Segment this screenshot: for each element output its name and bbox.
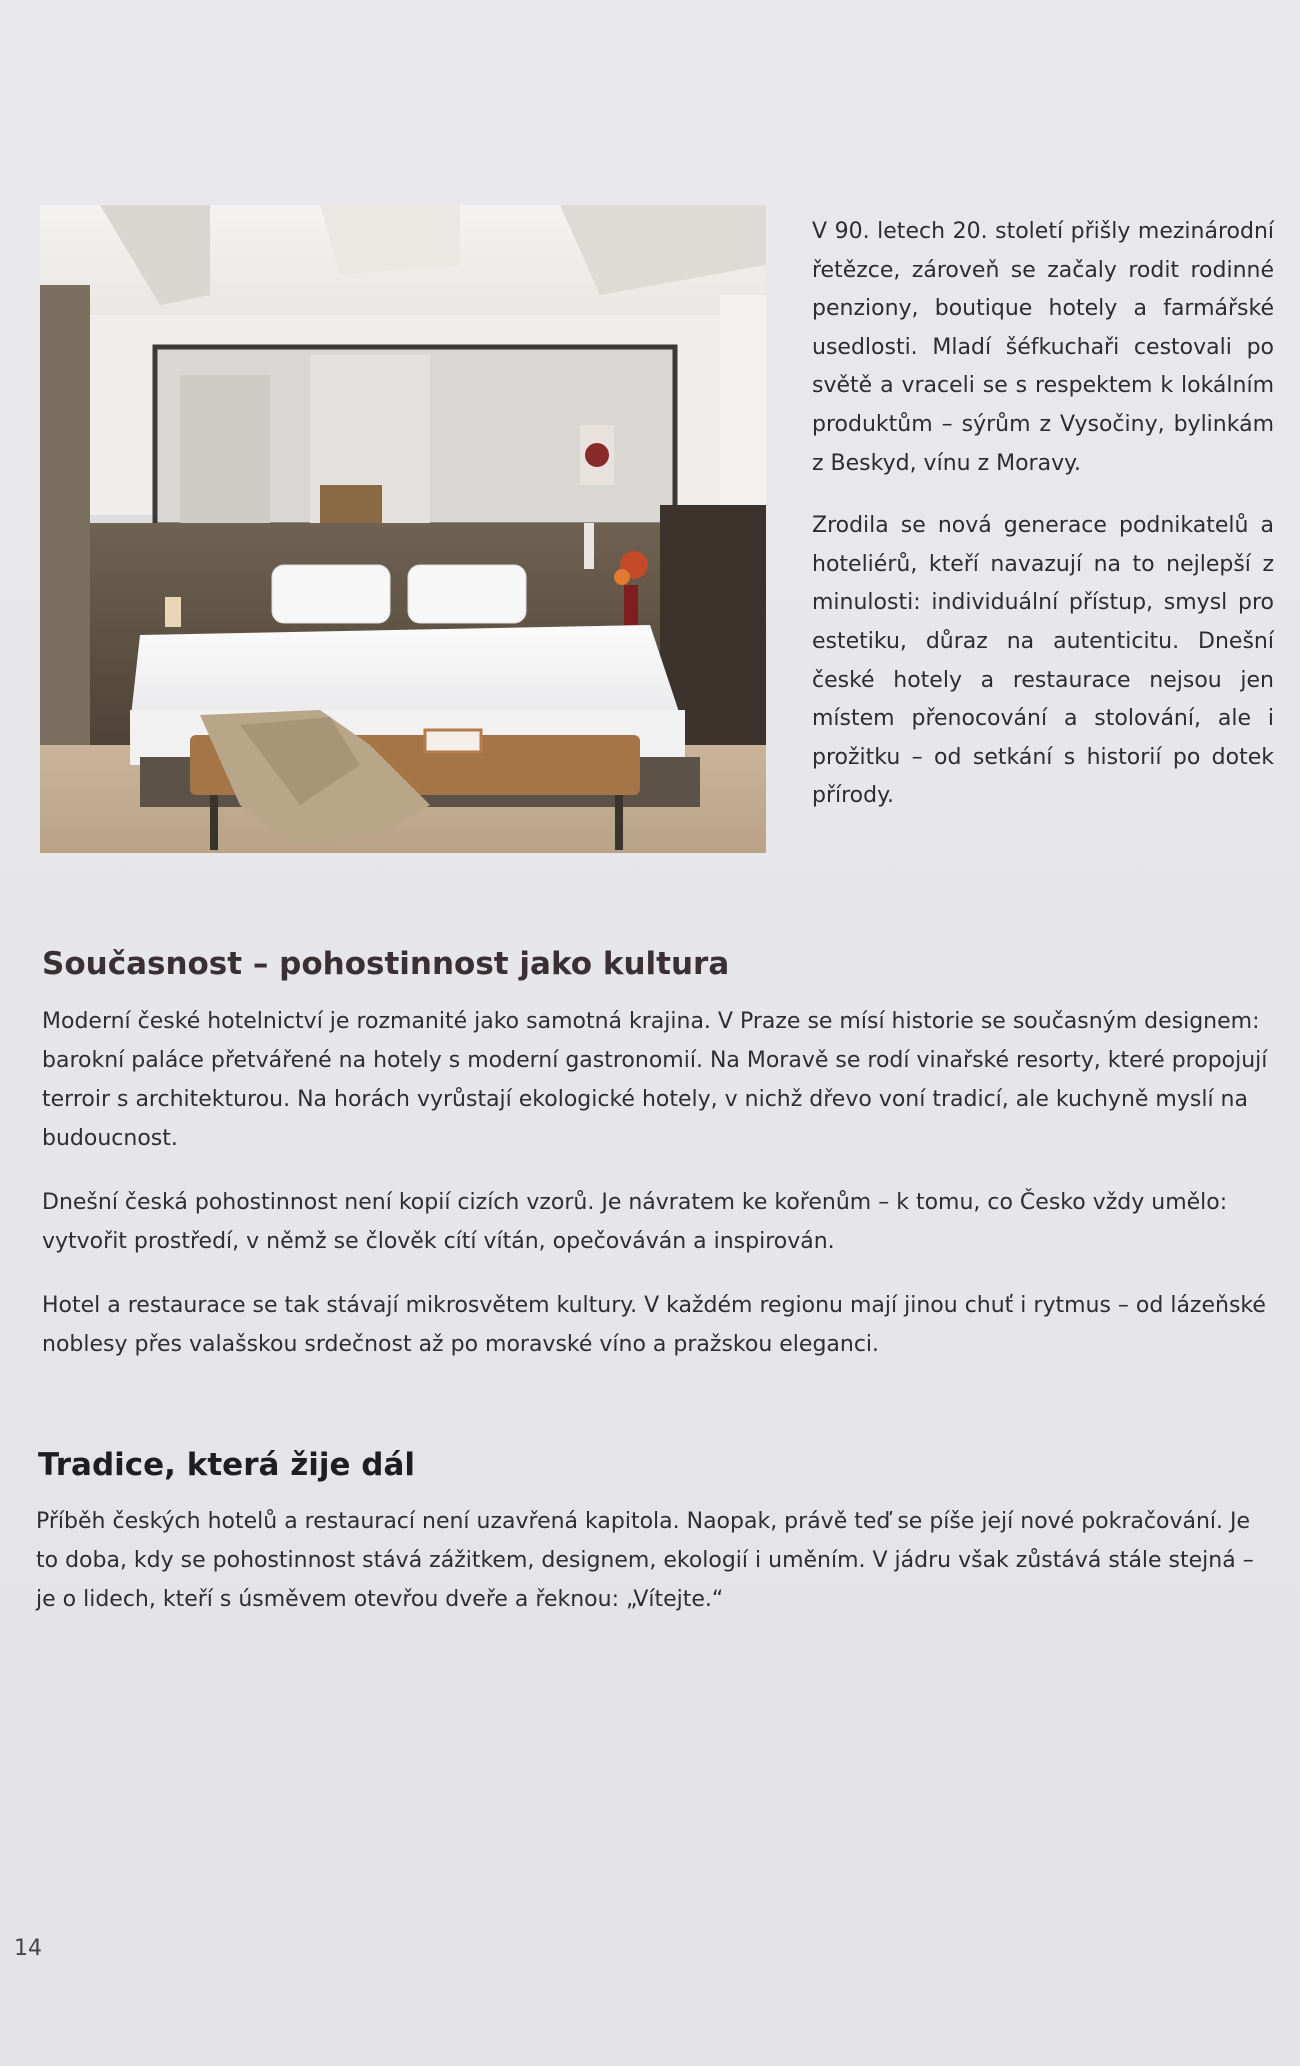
intro-paragraph: V 90. letech 20. století přišly mezinárodní řetězce, zároveň se začaly rodit rodinné penziony, boutique hotely a farmářské usedlosti. Mladí šéfkuchaři cestovali po světě a vraceli se s respektem k lokálním produktům – sýrům z Vysočiny, bylinkám z Beskyd, vínu z Moravy. (812, 219, 1274, 476)
section-body (36, 1502, 1272, 1644)
section-paragraph: Dnešní česká pohostinnost není kopií cizích vzorů. Je návratem ke kořenům – k tomu, co Česko vždy umělo: vytvořit prostředí, v němž se člověk cítí vítán, opečováván a inspirován. (42, 1190, 1228, 1254)
section-heading: Tradice, která žije dál (38, 1447, 416, 1483)
hotel-bedroom-illustration (40, 205, 766, 853)
intro-column (812, 213, 1274, 840)
section-paragraph: Moderní české hotelnictví je rozmanité jako samotná krajina. V Praze se mísí historie se současným designem: barokní paláce přetvářené na hotely s moderní gastronomií. Na Moravě se rodí vinařské resorty, které propojují terroir s architekturou. Na horách vyrůstají ekologické hotely, v nichž dřevo voní tradicí, ale kuchyně myslí na budoucnost. (42, 1009, 1268, 1151)
page-number: 14 (14, 1936, 42, 1961)
intro-paragraph: Zrodila se nová generace podnikatelů a hoteliérů, kteří navazují na to nejlepší z minulosti: individuální přístup, smysl pro estetiku, důraz na autenticitu. Dnešní české hotely a restaurace nejsou jen místem přenocování a stolování, ale i prožitku – od setkání s historií po dotek přírody. (812, 513, 1274, 809)
section-paragraph: Hotel a restaurace se tak stávají mikrosvětem kultury. V každém regionu mají jinou chuť i rytmus – od lázeňské noblesy přes valašskou srdečnost až po moravské víno a pražskou eleganci. (42, 1293, 1266, 1357)
section-heading: Současnost – pohostinnost jako kultura (42, 946, 730, 982)
section-body (42, 1002, 1272, 1389)
hotel-room-photo (40, 205, 766, 853)
section-paragraph: Příběh českých hotelů a restaurací není uzavřená kapitola. Naopak, právě teď se píše její nové pokračování. Je to doba, kdy se pohostinnost stává zážitkem, designem, ekologií i uměním. V jádru však zůstává stále stejná – je o lidech, kteří s úsměvem otevřou dveře a řeknou: „Vítejte.“ (36, 1509, 1254, 1612)
